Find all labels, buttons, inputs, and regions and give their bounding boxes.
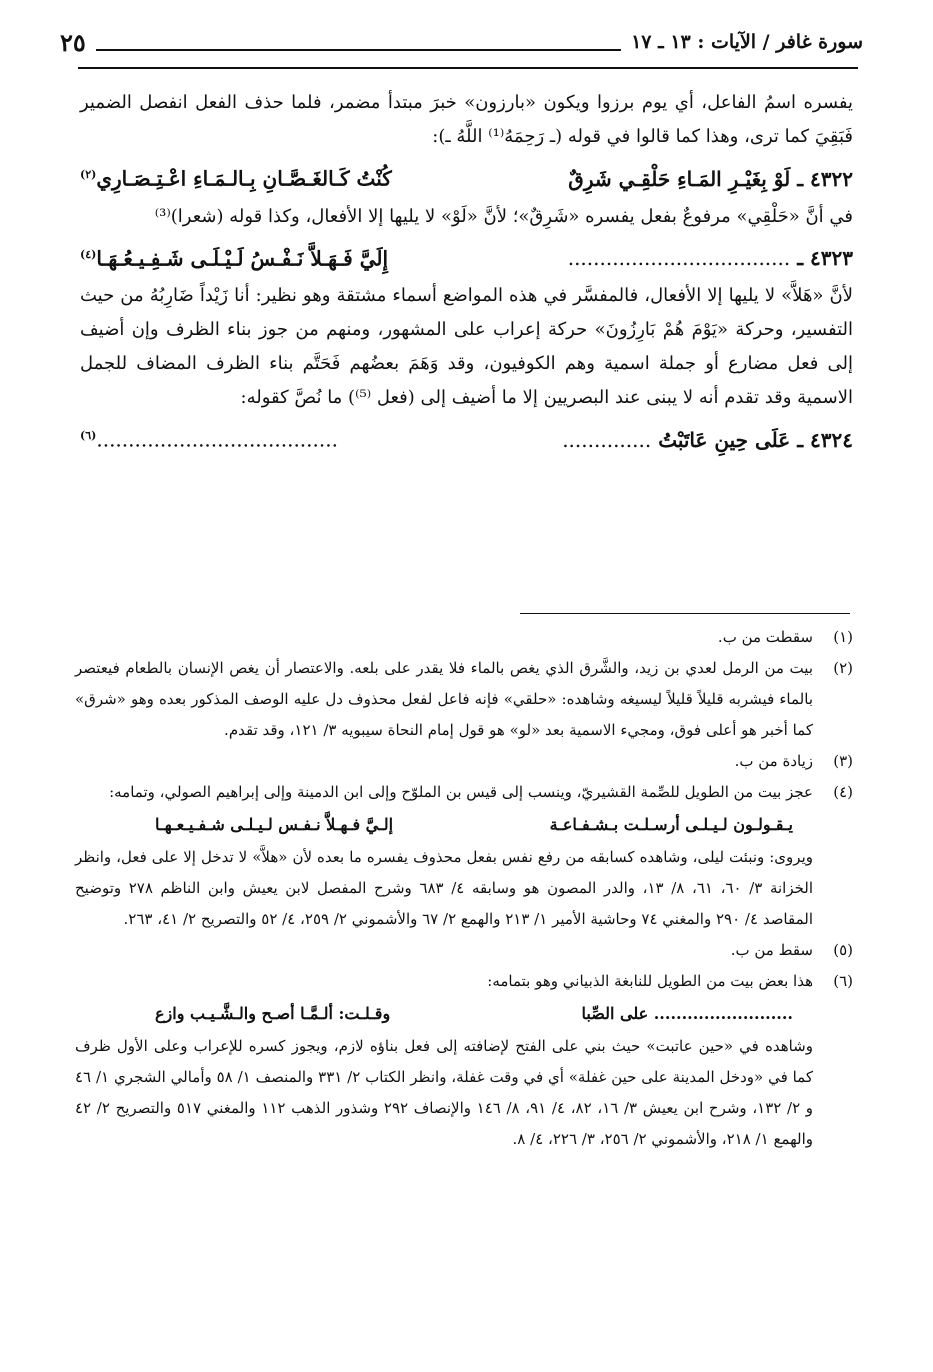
footnote-text: هذا بعض بيت من الطويل للنابغة الذبياني وهو بتمامه:: [487, 972, 813, 990]
footnotes: [75, 622, 853, 1155]
header-rule: [96, 49, 621, 51]
verse-4324: [80, 415, 853, 461]
ellipsis-dots: ......................................: [96, 427, 338, 452]
footnote-number: (٢): [833, 659, 853, 677]
verse-hemistich-1: عَلَى حِينِ عَاتَبْتُ: [658, 427, 791, 452]
verse-hemistich-2: إلـيَّ فـهـلاَّ نـفـس لـيـلـى شـفـيـعـهـا: [155, 815, 394, 834]
main-text: [80, 86, 853, 461]
header-title: سورة غافر / الآيات : ١٣ ـ ١٧: [631, 31, 863, 53]
footnote-text: سقطت من ب.: [717, 628, 813, 646]
verse-hemistich-2: وقـلـت: ألـمَّـا أصـح والـشَّـيـب وازع: [155, 1004, 391, 1023]
footnote-verse: [75, 997, 853, 1031]
footnote-2: [75, 653, 853, 746]
verse-hemistich-1: يـقـولـون لـيـلـى أرسـلـت بـشـفـاعـة: [549, 815, 793, 834]
running-header: [60, 18, 863, 66]
footnote-number: (٥): [833, 941, 853, 959]
footnote-text: بيت من الرمل لعدي بن زيد، والشَّرق الذي يغص بالماء فلا يقدر على بلعه. والاعتصار أن يغص الإنسان بالطعام فيعتصر بالماء فيشربه قليلاً قليلاً ليسيغه وشاهده: «حلقي» فإنه فاعل لفعل محذوف دل عليه الوصف المذكور بعده وهو «شرق» كما أخبر هو أعلى فوق، ومجيء الاسمية بعد «لو» هو قول إمام النحاة سيبويه ٣/ ١٢١، وقد تقدم.: [75, 659, 813, 739]
footnote-verse: [75, 808, 853, 842]
footnote-number: (٦): [833, 972, 853, 990]
verse-hemistich-1: لَوْ بِغَيْـرِ المَـاءِ حَلْقِـي شَرِقٌ: [568, 166, 791, 191]
footnote-continuation: وشاهده في «حين عاتبت» حيث بني على الفتح لإضافته إلى فعل بناؤه لازم، ويجوز كسره للإعراب وعلى الأول ظرف كما في «ودخل المدينة على حين غفلة» أي في وقت غفلة، وانظر الكتاب ٢/ ٣٣١ والمنصف ١/ ٥٨ وأمالي الشجري ١/ ٤٦ و ٢/ ١٣٢، وشرح ابن يعيش ٣/ ١٦، ٨٢، ٤/ ٩١، ٨/ ١٤٦ والإنصاف ٢٩٢ وشذور الذهب ١١٢ والمغني ٥١٧ والتصريح ٢/ ٤٢ والهمع ١/ ٢١٨، والأشموني ٢/ ٢٥٦، ٣/ ٢٢٦، ٤/ ٨.: [75, 1037, 814, 1148]
footnote-text: عجز بيت من الطويل للصِّمة القشيريّ، وينسب إلى قيس بن الملوّح وإلى ابن الدمينة وإلى إبراهيم الصولي، وتمامه:: [109, 783, 813, 801]
footnote-continuation: ويروى: ونبئت ليلى، وشاهده كسابقه من رفع نفس بفعل محذوف يفسره ما بعده لأن «هلاَّ» لا تدخل إلا على فعل، وانظر الخزانة ٣/ ٦٠، ٦١، ٨/ ١٣، والدر المصون هو وسابقه ٤/ ٦٨٣ وشرح المفصل لابن يعيش وابن الناظم ٢٧٨ وتوضيح المقاصد ٤/ ٢٩٠ والمغني ٧٤ وحاشية الأمير ١/ ٢١٣ والهمع ٢/ ٦٧ والأشموني ٢/ ٢٥٩، ٤/ ٥٢ والتصريح ٢/ ٤١، ٢٦٣.: [75, 848, 814, 928]
verse-hemistich-1: ......................... على الصِّبا: [581, 1004, 793, 1023]
footnote-ref[interactable]: (٢): [80, 168, 97, 181]
footnote-6: [75, 966, 853, 997]
verse-4323: [80, 234, 853, 280]
paragraph-3: لأنَّ «هَلاَّ» لا يليها إلا الأفعال، فالمفسَّر في هذه المواضع أسماء مشتقة وهو نظير: أنا زَيْداً ضَارِبُهُ من حيث التفسير، وحركة «يَوْمَ هُمْ بَارِزُونَ» حركة إعراب على المشهور، ومنهم من جوز بناء الظرف وإن أضيف إلى فعل مضارع أو جملة اسمية وهم الكوفيون، وقد وَهَمَ بعضُهم فَحَتَّم بناء الظرف المضاف للجمل الاسمية وقد تقدم أنه لا يبنى عند البصريين إلا ما أضيف إلى (فعل ⁽⁵⁾) ما نُصَّ كقوله:: [80, 285, 853, 409]
footnote-ref[interactable]: (٦): [80, 429, 97, 443]
footnote-text: زيادة من ب.: [734, 752, 813, 770]
footnote-3: [75, 746, 853, 777]
footnote-1: [75, 622, 853, 653]
verse-number: ٤٣٢٢ ـ: [797, 166, 853, 191]
header-divider: [78, 67, 858, 69]
footnote-text: سقط من ب.: [730, 941, 813, 959]
ellipsis-dots: ..............: [562, 427, 652, 452]
verse-hemistich-2: إِلَيَّ فَـهَـلاَّ نَـفْـسُ لَـيْـلَـى شَـفِـيـعُـهَـا: [96, 246, 389, 271]
verse-hemistich-2: كُنْتُ كَـالغَـصَّـانِ بِـالـمَـاءِ اعْـتِـصَـارِي: [96, 166, 392, 191]
footnote-5: [75, 935, 853, 966]
paragraph-1: يفسره اسمُ الفاعل، أي يوم برزوا ويكون «بارزون» خبرَ مبتدأ مضمر، فلما حذف الفعل انفصل الضمير فَبَقِيَ كما ترى، وهذا كما قالوا في قوله (ـ رَحِمَهُ⁽¹⁾ اللَّهُ ـ):: [80, 92, 853, 147]
verse-4322: [80, 154, 853, 200]
verse-number: ٤٣٢٤ ـ: [797, 427, 853, 452]
paragraph-2: في أنَّ «حَلْقِي» مرفوعٌ بفعل يفسره «شَرِقٌ»؛ لأنَّ «لَوْ» لا يليها إلا الأفعال، وكذا قوله (شعرا)⁽³⁾: [154, 205, 853, 227]
footnote-ref[interactable]: (٤): [80, 247, 97, 261]
footnote-number: (٣): [833, 752, 853, 770]
ellipsis-dots: ...................................: [567, 246, 791, 271]
footnote-number: (١): [833, 628, 853, 646]
footnote-number: (٤): [833, 783, 853, 801]
verse-number: ٤٣٢٣ ـ: [797, 246, 853, 271]
footnote-separator: [520, 613, 850, 614]
page-number: ٢٥: [60, 27, 86, 57]
footnote-4: [75, 777, 853, 808]
